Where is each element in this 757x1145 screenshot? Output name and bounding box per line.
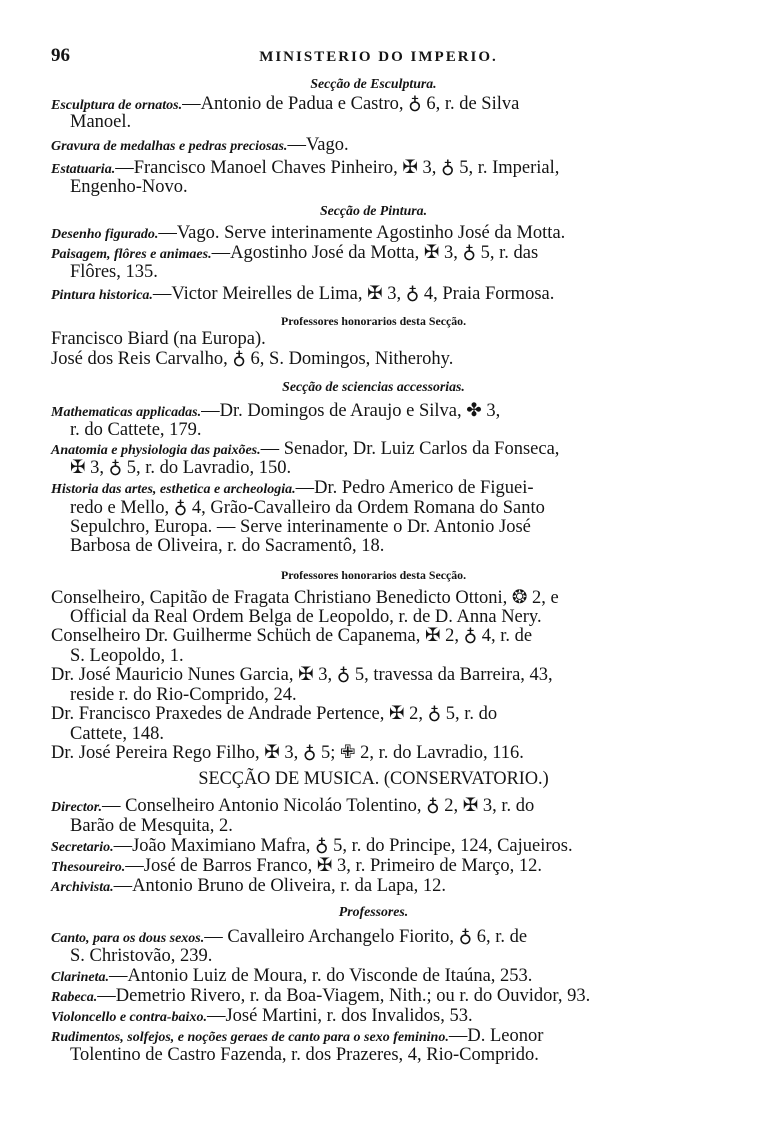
entry-text: Engenho-Novo.: [70, 177, 188, 197]
entry-text: SECÇÃO DE MUSICA. (CONSERVATORIO.): [198, 769, 549, 789]
text-line: [51, 350, 453, 368]
entry-text: r. do Cattete, 179.: [70, 420, 202, 440]
entry-label: Historia das artes, esthetica e archeologia.: [51, 482, 296, 497]
text-line: [51, 877, 446, 897]
entry-text: Tolentino de Castro Fazenda, r. dos Prazeres, 4, Rio-Comprido.: [70, 1045, 539, 1065]
entry-text: reside r. do Rio-Comprido, 24.: [70, 685, 297, 705]
text-line: [70, 608, 542, 626]
text-line: [51, 666, 553, 684]
page-number: 96: [51, 45, 70, 66]
text-line: [51, 244, 538, 264]
entry-label: Violoncello e contra-baixo.: [51, 1010, 207, 1025]
entry-text: Dr. José Pereira Rego Filho, ✠ 3, ♁ 5; ✙ 2, r. do Lavradio, 116.: [51, 743, 524, 763]
entry-text: —Antonio Bruno de Oliveira, r. da Lapa, 12.: [113, 876, 447, 896]
text-line: [70, 725, 164, 743]
entry-text: — Senador, Dr. Luiz Carlos da Fonseca,: [260, 439, 560, 459]
entry-text: Dr. Francisco Praxedes de Andrade Pertence, ✠ 2, ♁ 5, r. do: [51, 704, 498, 724]
text-line: [51, 837, 573, 857]
entry-label: Esculptura de ornatos.: [51, 98, 183, 113]
text-line: [51, 967, 532, 987]
entry-text: — Conselheiro Antonio Nicoláo Tolentino, ♁ 2, ✠ 3, r. do: [101, 796, 535, 816]
entry-text: — Cavalleiro Archangelo Fiorito, ♁ 6, r. de: [204, 927, 528, 947]
text-line: [51, 744, 524, 762]
text-line: [0, 902, 747, 922]
text-line: [51, 224, 565, 244]
entry-label: Thesoureiro.: [51, 860, 126, 875]
entry-label: Pintura historica.: [51, 288, 153, 303]
entry-text: Barbosa de Oliveira, r. do Sacramentô, 18.: [70, 536, 385, 556]
entry-text: Dr. José Mauricio Nunes Garcia, ✠ 3, ♁ 5, travessa da Barreira, 43,: [51, 665, 553, 685]
entry-label: Desenho figurado.: [51, 227, 159, 242]
entry-label: Archivista.: [51, 880, 114, 895]
entry-label: Estatuaria.: [51, 162, 116, 177]
text-line: [70, 1046, 539, 1064]
text-line: [70, 817, 233, 835]
entry-text: S. Christovão, 239.: [70, 946, 213, 966]
entry-text: —Antonio de Padua e Castro, ♁ 6, r. de Silva: [182, 94, 520, 114]
entry-label: Clarineta.: [51, 970, 109, 985]
entry-text: —Demetrio Rivero, r. da Boa-Viagem, Nith.; ou r. do Ouvidor, 93.: [97, 986, 591, 1006]
subsection-heading: Professores honorarios desta Secção.: [280, 568, 467, 582]
entry-text: S. Leopoldo, 1.: [70, 646, 184, 666]
text-line: [51, 1007, 473, 1027]
text-line: [51, 987, 590, 1007]
text-line: [70, 459, 291, 477]
text-line: [70, 518, 531, 536]
text-line: [51, 589, 559, 607]
entry-label: Director.: [51, 800, 102, 815]
text-line: [0, 74, 747, 94]
entry-label: Secretario.: [51, 840, 114, 855]
entry-label: Rudimentos, solfejos, e noções geraes de canto para o sexo feminino.: [51, 1030, 449, 1045]
text-line: [51, 797, 534, 817]
entry-text: Sepulchro, Europa. — Serve interinamente o Dr. Antonio José: [70, 517, 531, 537]
entry-text: Cattete, 148.: [70, 724, 165, 744]
entry-text: Francisco Biard (na Europa).: [51, 329, 266, 349]
entry-text: —D. Leonor: [448, 1026, 544, 1046]
entry-text: —Vago.: [287, 135, 349, 155]
text-line: [0, 311, 747, 330]
entry-text: Conselheiro, Capitão de Fragata Christiano Benedicto Ottoni, ❂ 2, e: [51, 588, 559, 608]
text-line: [51, 402, 500, 422]
text-line: [51, 330, 266, 348]
entry-text: —Antonio Luiz de Moura, r. do Visconde de Itaúna, 253.: [108, 966, 533, 986]
section-heading: Secção de Esculptura.: [310, 77, 437, 92]
section-heading: Professores.: [338, 905, 409, 920]
text-line: [51, 479, 534, 499]
entry-label: Paisagem, flôres e animaes.: [51, 247, 212, 262]
entry-text: Official da Real Ordem Belga de Leopoldo, r. de D. Anna Nery.: [70, 607, 542, 627]
entry-text: —Dr. Domingos de Araujo e Silva, ✤ 3,: [201, 401, 501, 421]
entry-text: redo e Mello, ♁ 4, Grão-Cavalleiro da Ordem Romana do Santo: [70, 498, 545, 518]
entry-label: Mathematicas applicadas.: [51, 405, 202, 420]
text-line: [70, 686, 297, 704]
entry-text: —João Maximiano Mafra, ♁ 5, r. do Principe, 124, Cajueiros.: [113, 836, 573, 856]
section-heading: Secção de Pintura.: [319, 204, 428, 219]
entry-text: —José de Barros Franco, ✠ 3, r. Primeiro de Março, 12.: [125, 856, 543, 876]
text-line: [51, 1027, 543, 1047]
entry-label: Gravura de medalhas e pedras preciosas.: [51, 139, 288, 154]
text-line: [51, 136, 349, 156]
entry-text: —Dr. Pedro Americo de Figuei-: [295, 478, 534, 498]
text-line: [51, 928, 527, 948]
text-line: [51, 440, 559, 460]
text-line: [0, 565, 747, 584]
subsection-heading: Professores honorarios desta Secção.: [280, 314, 467, 328]
text-line: [51, 159, 559, 179]
entry-text: —Agostinho José da Motta, ✠ 3, ♁ 5, r. das: [211, 243, 539, 263]
text-line: [51, 705, 497, 723]
text-line: [70, 499, 545, 517]
entry-text: —Victor Meirelles de Lima, ✠ 3, ♁ 4, Praia Formosa.: [152, 284, 555, 304]
text-line: [70, 263, 158, 281]
text-line: [70, 947, 212, 965]
text-line: [70, 178, 188, 196]
text-line: [0, 377, 747, 397]
text-line: [70, 421, 202, 439]
text-line: [51, 285, 554, 305]
entry-label: Anatomia e physiologia das paixões.: [51, 443, 261, 458]
entry-text: —José Martini, r. dos Invalidos, 53.: [206, 1006, 473, 1026]
text-line: [70, 647, 184, 665]
running-title: MINISTERIO DO IMPERIO.: [259, 49, 498, 65]
text-line: [0, 201, 747, 221]
entry-label: Rabeca.: [51, 990, 98, 1005]
text-line: [51, 857, 542, 877]
entry-text: —Francisco Manoel Chaves Pinheiro, ✠ 3, ♁ 5, r. Imperial,: [115, 158, 560, 178]
text-line: [70, 537, 384, 555]
entry-text: Flôres, 135.: [70, 262, 158, 282]
entry-label: Canto, para os dous sexos.: [51, 931, 205, 946]
section-heading: Secção de sciencias accessorias.: [282, 380, 465, 395]
entry-text: —Vago. Serve interinamente Agostinho José da Motta.: [158, 223, 566, 243]
text-line: [51, 627, 532, 645]
entry-text: Manoel.: [70, 112, 132, 132]
text-line: [70, 113, 131, 131]
entry-text: José dos Reis Carvalho, ♁ 6, S. Domingos, Nitherohy.: [51, 349, 454, 369]
text-line: [0, 770, 747, 788]
entry-text: Barão de Mesquita, 2.: [70, 816, 233, 836]
entry-text: ✠ 3, ♁ 5, r. do Lavradio, 150.: [70, 458, 292, 478]
entry-text: Conselheiro Dr. Guilherme Schüch de Capanema, ✠ 2, ♁ 4, r. de: [51, 626, 533, 646]
